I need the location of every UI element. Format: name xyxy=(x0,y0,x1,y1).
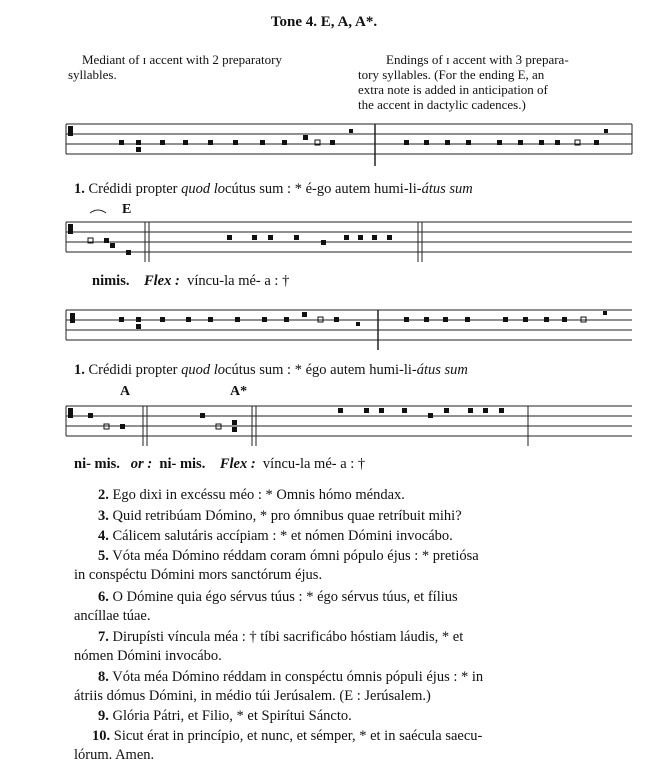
verse-1a-number: 1. xyxy=(74,181,85,197)
verse-1b-text-b: quod lo xyxy=(181,362,226,378)
verse-4-text: Cálicem salutáris accípiam : * et nómen Dómini invocábo. xyxy=(112,528,453,544)
endings-heading-line2: tory syllables. (For the ending E, an xyxy=(358,67,545,82)
verse-10 xyxy=(92,727,482,746)
verse-1b-number: 1. xyxy=(74,362,85,378)
verse-1b-text-c: cútus sum : * égo autem humi-li- xyxy=(225,362,417,378)
ending-marker-a: A xyxy=(120,384,131,399)
endings-heading-line4: the accent in dactylic cadences.) xyxy=(358,97,526,112)
verse-10-number: 10. xyxy=(92,728,111,744)
verse-1a-line xyxy=(74,181,473,198)
staff-4-notes xyxy=(68,408,504,432)
verse-5-cont: in conspéctu Dómini mors sanctórum éjus. xyxy=(74,567,323,583)
endings-heading-line1: Endings of ɪ accent with 3 prepara- xyxy=(386,52,569,67)
verse-3-text: Quid retribúam Dómino, * pro ómnibus quae retríbuit mihi? xyxy=(112,508,462,524)
page-title: Tone 4. E, A, A*. xyxy=(270,14,378,30)
nimis-1a: nimis. xyxy=(92,273,130,289)
verse-3 xyxy=(98,507,462,526)
verse-1a-text-c: cútus sum : * é-go autem humi-li- xyxy=(225,181,422,197)
flex-label-1: Flex : xyxy=(143,273,180,289)
staff-2-notes xyxy=(68,224,392,255)
flex-text-1: víncu-la mé- a : † xyxy=(187,273,290,289)
verse-1a-text-b: quod lo xyxy=(181,181,226,197)
verse-7-cont: nómen Dómini invocábo. xyxy=(74,648,222,664)
verse-3-number: 3. xyxy=(98,508,109,524)
verse-10-text: Sicut érat in princípio, et nunc, et sémper, * et in saécula saecu- xyxy=(113,728,483,744)
verse-2 xyxy=(98,486,405,505)
verse-5-number: 5. xyxy=(98,548,109,564)
verse-8-text: Vóta méa Dómino réddam in conspéctu ómnis pópuli éjus : * in xyxy=(112,669,484,685)
verse-9-text: Glória Pátri, et Filio, * et Spirítui Sáncto. xyxy=(112,708,352,724)
verse-1b-text-a: Crédidi propter xyxy=(88,362,178,378)
verse-2-text: Ego dixi in excéssu méo : * Omnis hómo méndax. xyxy=(112,487,405,503)
verse-6 xyxy=(98,588,458,607)
verse-1b-text-d: átus sum xyxy=(416,362,468,378)
mediant-heading-line2: syllables. xyxy=(68,67,117,82)
verse-6-cont: ancíllae túae. xyxy=(74,608,151,624)
flex-text-2: víncu-la mé- a : † xyxy=(262,456,366,472)
verse-1a-text-d: átus sum xyxy=(421,181,473,197)
verse-1b-line xyxy=(74,362,468,379)
verse-7-number: 7. xyxy=(98,629,109,645)
verse-2-number: 2. xyxy=(98,487,109,503)
verse-4 xyxy=(98,527,453,546)
verse-8-cont: átriis dómus Dómini, in médio túi Jerúsalem. (E : Jerúsalem.) xyxy=(74,688,431,704)
verse-9 xyxy=(98,707,352,726)
verse-5-text: Vóta méa Dómino réddam coram ómni pópulo éjus : * pretiósa xyxy=(112,548,479,564)
nimis-2b: ni- mis. xyxy=(159,456,206,472)
verse-10-cont: lórum. Amen. xyxy=(74,747,155,763)
or-label: or : xyxy=(130,456,153,472)
verse-6-text: O Dómine quia égo sérvus túus : * égo sérvus túus, et fílius xyxy=(112,589,458,605)
nimis-line-1 xyxy=(92,273,289,290)
verse-4-number: 4. xyxy=(98,528,109,544)
staff-4 xyxy=(66,406,632,446)
verse-8-number: 8. xyxy=(98,669,109,685)
ending-marker-astar: A* xyxy=(230,384,248,399)
nimis-2a: ni- mis. xyxy=(74,456,120,472)
nimis-line-2 xyxy=(74,456,365,473)
staff-1-notes xyxy=(68,126,608,152)
mediant-heading-line1: Mediant of ɪ accent with 2 preparatory xyxy=(82,52,282,67)
ending-marker-e: E xyxy=(122,202,132,217)
verse-7 xyxy=(98,628,463,647)
verse-1a-text-a: Crédidi propter xyxy=(88,181,178,197)
staff-3 xyxy=(66,310,632,350)
verse-8 xyxy=(98,668,483,687)
verse-6-number: 6. xyxy=(98,589,109,605)
verse-7-text: Dirupísti víncula méa : † tíbi sacrificábo hóstiam láudis, * et xyxy=(112,629,464,645)
flex-label-2: Flex : xyxy=(219,456,256,472)
endings-heading-line3: extra note is added in anticipation of xyxy=(358,82,548,97)
verse-9-number: 9. xyxy=(98,708,109,724)
verse-5 xyxy=(98,547,479,566)
